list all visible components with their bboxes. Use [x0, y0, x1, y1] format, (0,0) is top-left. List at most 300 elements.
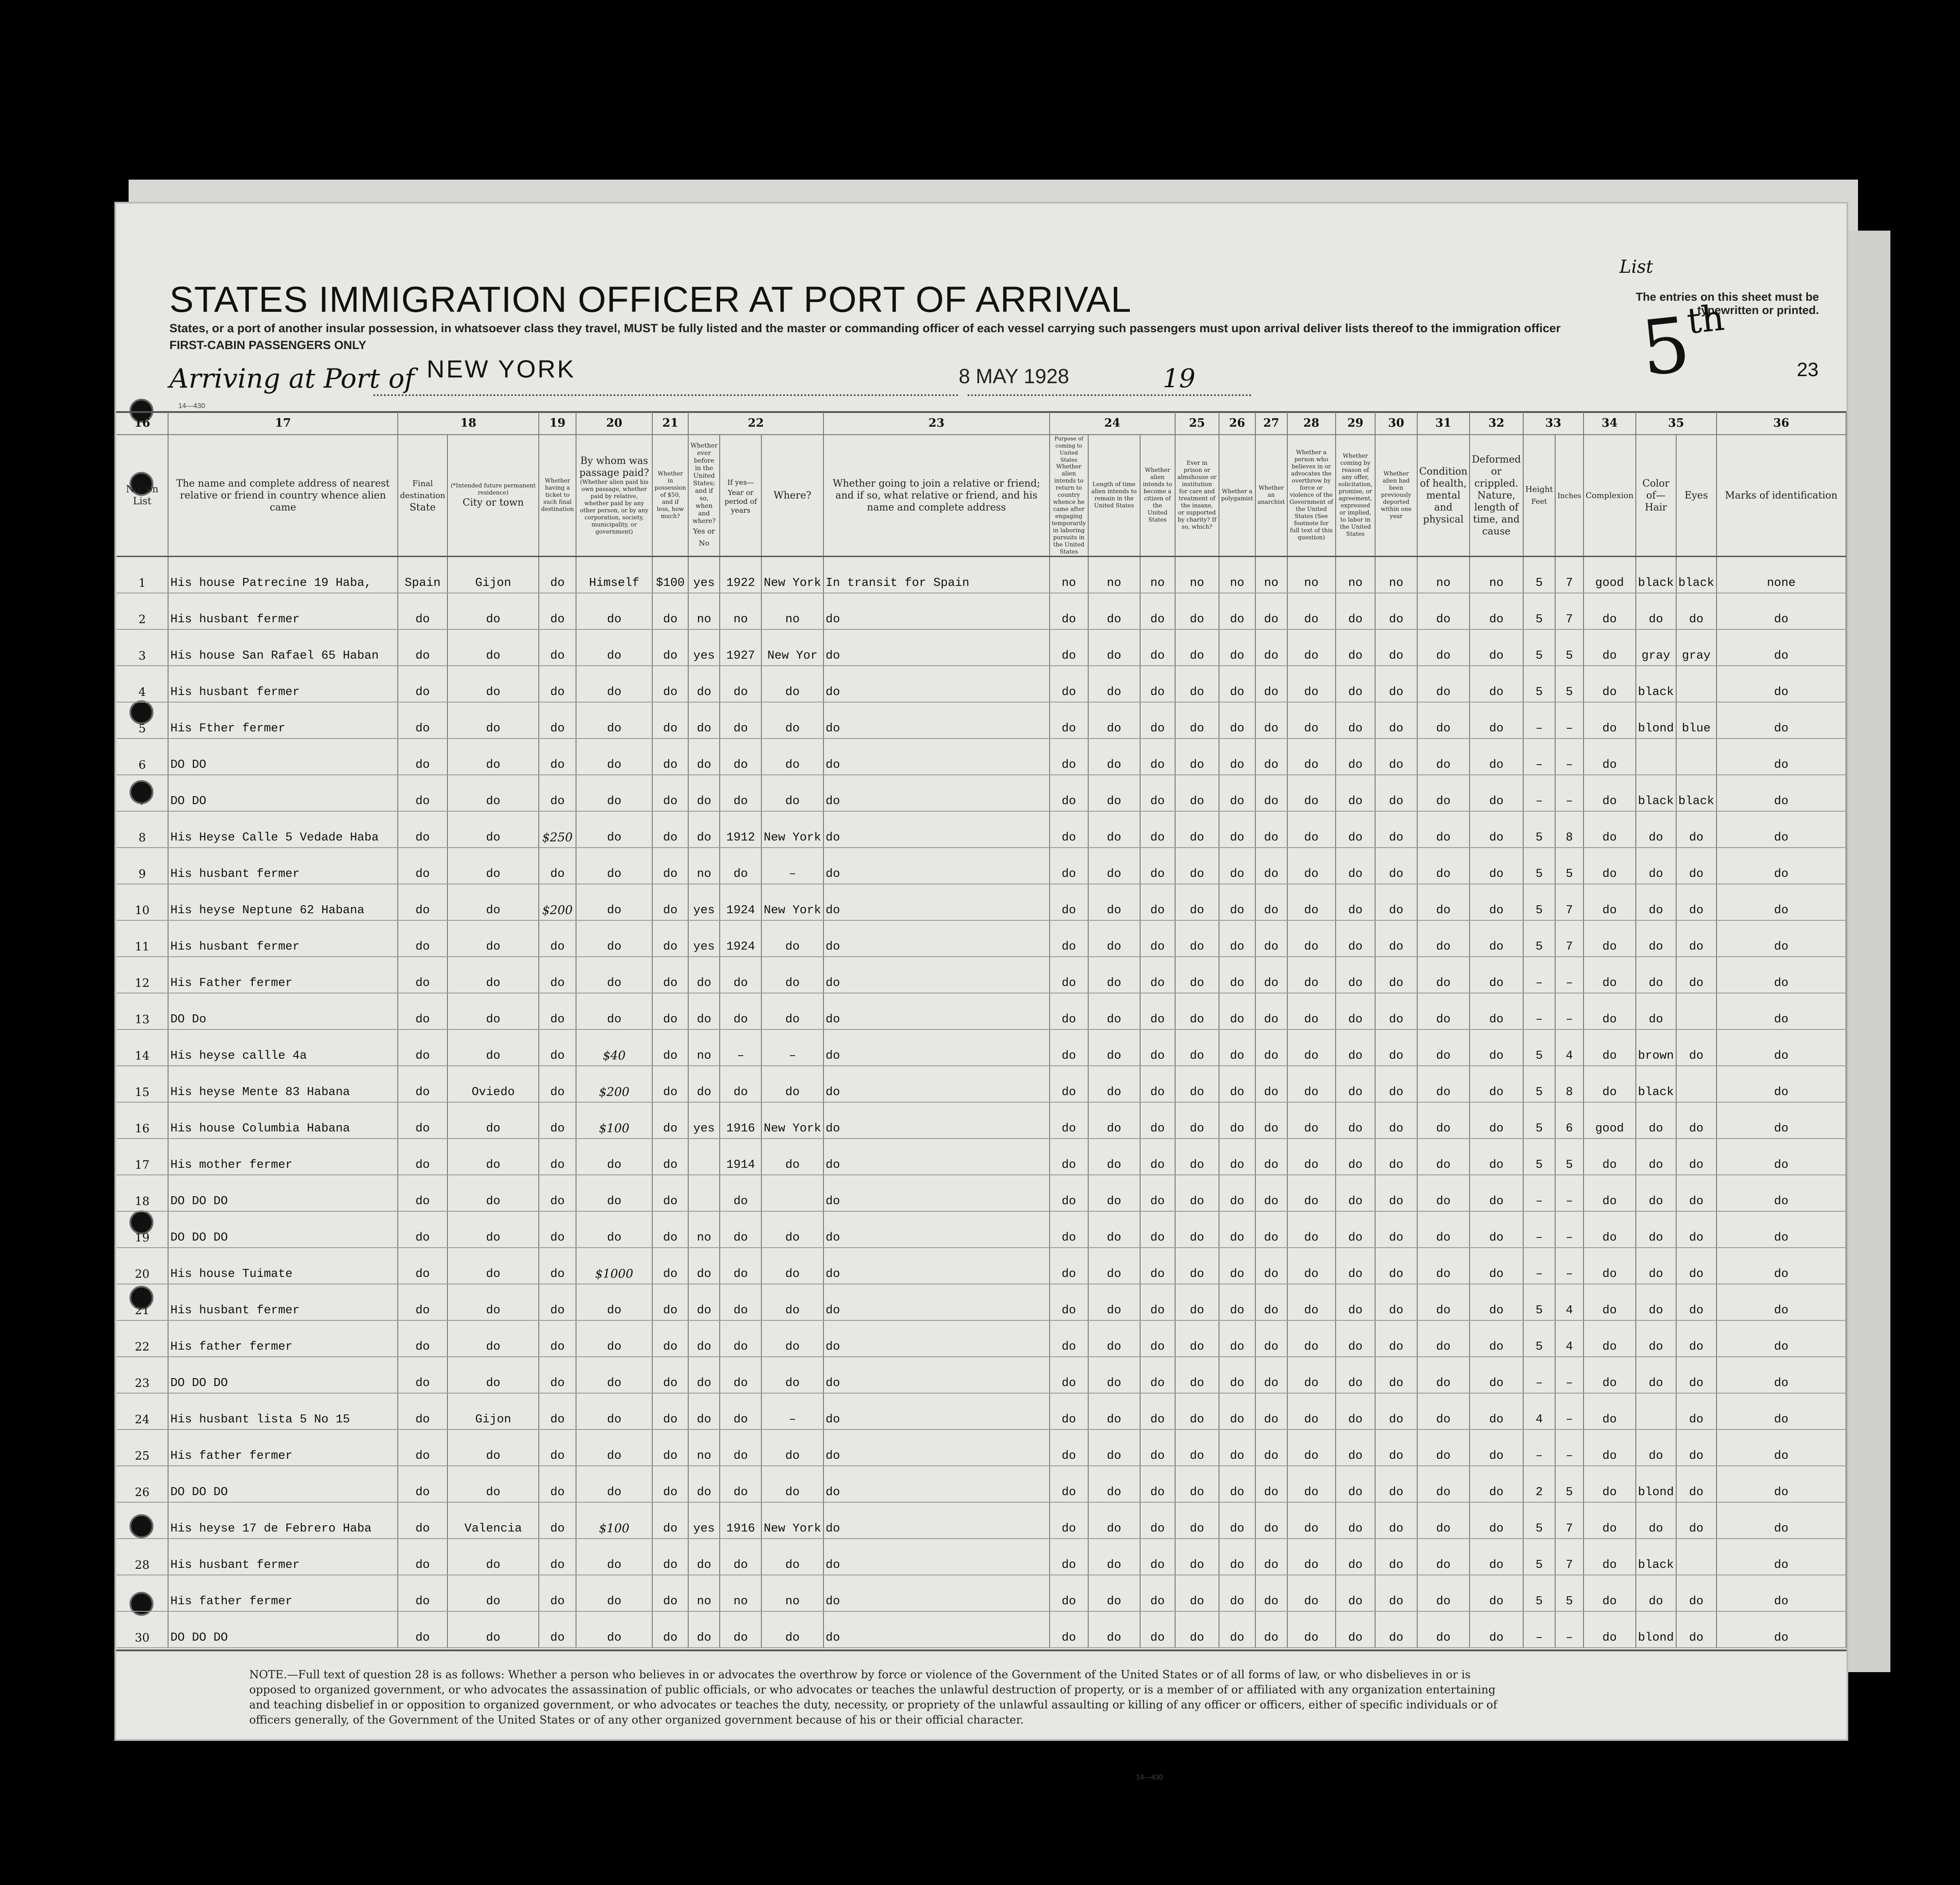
ever-before-where: do — [761, 1139, 823, 1175]
ever-before-where: do — [761, 957, 823, 993]
citizen-intent: do — [1140, 1248, 1175, 1284]
destination-city: do — [447, 1320, 539, 1357]
prison-cell: do — [1175, 1393, 1219, 1429]
table-row — [117, 1029, 1846, 1066]
eye-color: blue — [1676, 702, 1717, 738]
ticket-cell: do — [539, 1248, 576, 1284]
relative-address: His heyse 17 de Febrero Haba — [168, 1502, 398, 1539]
table-row — [117, 1211, 1846, 1248]
passage-paid-by: $200 — [576, 1066, 652, 1102]
anarchist-cell: do — [1255, 1393, 1287, 1429]
header-return-label: Whether alien intends to return to country whence he came after engaging temporarily in laboring pursuits in the United States — [1051, 463, 1086, 555]
header-money: Whether in possession of $50, and if less, how much? — [652, 435, 688, 557]
marks-cell: do — [1717, 920, 1846, 957]
hair-color: do — [1636, 1248, 1676, 1284]
health-cell: do — [1417, 666, 1470, 702]
header-city-label: City or town — [463, 497, 524, 508]
marks-cell: do — [1717, 957, 1846, 993]
row-number: 21 — [117, 1284, 168, 1320]
citizen-intent: do — [1140, 884, 1175, 920]
joining-relative: do — [823, 1139, 1050, 1175]
polygamist-cell: do — [1219, 920, 1255, 957]
marks-cell: do — [1717, 666, 1846, 702]
joining-relative: do — [823, 993, 1050, 1029]
anarchist-cell: do — [1255, 1429, 1287, 1466]
deformed-cell: no — [1470, 557, 1523, 593]
anarchist-cell: do — [1255, 1575, 1287, 1611]
marks-cell: do — [1717, 593, 1846, 629]
eye-color: do — [1676, 1611, 1717, 1648]
ever-before-year: do — [720, 1211, 761, 1248]
q29-cell: do — [1336, 1393, 1376, 1429]
ticket-cell: do — [539, 848, 576, 884]
height-inches: – — [1555, 1211, 1584, 1248]
ever-before-year: 1924 — [720, 884, 761, 920]
q28-cell: do — [1287, 1175, 1336, 1211]
destination-state: do — [398, 1211, 447, 1248]
height-inches: 7 — [1555, 884, 1584, 920]
polygamist-cell: do — [1219, 1029, 1255, 1066]
hair-color: brown — [1636, 1029, 1676, 1066]
header-citizen: Whether alien intends to become a citizen of the United States — [1140, 435, 1175, 557]
header-final-destination-note: (*Intended future permanent residence) — [451, 482, 536, 496]
health-cell: do — [1417, 1175, 1470, 1211]
q30-cell: do — [1375, 848, 1417, 884]
money-cell: do — [652, 1466, 688, 1502]
ever-before-year: 1916 — [720, 1102, 761, 1139]
eye-color: do — [1676, 1029, 1717, 1066]
ever-before-yes-no: do — [688, 811, 720, 848]
col-number: 21 — [652, 412, 688, 435]
health-cell: do — [1417, 593, 1470, 629]
col-number: 18 — [398, 412, 539, 435]
ever-before-year: do — [720, 1393, 761, 1429]
polygamist-cell: do — [1219, 884, 1255, 920]
money-cell: do — [652, 1575, 688, 1611]
footer-rule — [116, 1649, 1846, 1651]
height-feet: 5 — [1523, 1575, 1555, 1611]
height-feet: – — [1523, 775, 1555, 811]
relative-address: DO DO — [168, 775, 398, 811]
anarchist-cell: do — [1255, 1320, 1287, 1357]
header-passage-paid — [576, 435, 652, 557]
complexion-cell: do — [1584, 957, 1636, 993]
relative-address: His husbant fermer — [168, 666, 398, 702]
citizen-intent: do — [1140, 1575, 1175, 1611]
money-cell: do — [652, 920, 688, 957]
ever-before-yes-no: do — [688, 666, 720, 702]
citizen-intent: do — [1140, 702, 1175, 738]
row-number: 5 — [117, 702, 168, 738]
destination-city: do — [447, 1429, 539, 1466]
money-cell: do — [652, 775, 688, 811]
ever-before-where: do — [761, 1066, 823, 1102]
ever-before-year: 1914 — [720, 1139, 761, 1175]
anarchist-cell: do — [1255, 1284, 1287, 1320]
height-inches: – — [1555, 1357, 1584, 1393]
length-of-stay: do — [1088, 1611, 1140, 1648]
ticket-cell: do — [539, 1466, 576, 1502]
destination-state: do — [398, 1320, 447, 1357]
money-cell: do — [652, 666, 688, 702]
q28-cell: do — [1287, 1284, 1336, 1320]
height-inches: – — [1555, 1611, 1584, 1648]
hair-color: do — [1636, 1502, 1676, 1539]
length-of-stay: do — [1088, 1175, 1140, 1211]
money-cell: do — [652, 1357, 688, 1393]
polygamist-cell: do — [1219, 1211, 1255, 1248]
destination-state: Spain — [398, 557, 447, 593]
health-cell: do — [1417, 702, 1470, 738]
marks-cell: do — [1717, 1284, 1846, 1320]
q28-cell: do — [1287, 1139, 1336, 1175]
length-of-stay: do — [1088, 848, 1140, 884]
deformed-cell: do — [1470, 1611, 1523, 1648]
money-cell: do — [652, 1066, 688, 1102]
joining-relative: do — [823, 957, 1050, 993]
polygamist-cell: do — [1219, 993, 1255, 1029]
ever-before-year: 1927 — [720, 629, 761, 666]
col-number: 25 — [1175, 412, 1219, 435]
marks-cell: do — [1717, 1393, 1846, 1429]
q28-cell: do — [1287, 1102, 1336, 1139]
length-of-stay: do — [1088, 1211, 1140, 1248]
passage-paid-by: do — [576, 1211, 652, 1248]
header-q29: Whether coming by reason of any offer, solicitation, promise, or agreement, expressed or implied, to labor in the United States — [1336, 435, 1376, 557]
eye-color: do — [1676, 1502, 1717, 1539]
table-row — [117, 1320, 1846, 1357]
destination-state: do — [398, 1539, 447, 1575]
return-intent: do — [1050, 884, 1088, 920]
height-inches: – — [1555, 1248, 1584, 1284]
ever-before-yes-no: do — [688, 1539, 720, 1575]
ever-before-yes-no: yes — [688, 1502, 720, 1539]
hair-color: do — [1636, 1284, 1676, 1320]
hair-color: do — [1636, 848, 1676, 884]
ever-before-yes-no: do — [688, 775, 720, 811]
header-return — [1050, 435, 1088, 557]
eye-color — [1676, 1539, 1717, 1575]
ever-before-yes-no: no — [688, 848, 720, 884]
q28-cell: do — [1287, 666, 1336, 702]
row-number: 30 — [117, 1611, 168, 1648]
q28-cell: do — [1287, 993, 1336, 1029]
joining-relative: do — [823, 848, 1050, 884]
deformed-cell: do — [1470, 848, 1523, 884]
ever-before-year: do — [720, 1611, 761, 1648]
anarchist-cell: do — [1255, 1029, 1287, 1066]
ever-before-yes-no: do — [688, 1066, 720, 1102]
hair-color: do — [1636, 884, 1676, 920]
destination-state: do — [398, 811, 447, 848]
ever-before-yes-no: do — [688, 1357, 720, 1393]
ever-before-year: – — [720, 1029, 761, 1066]
ever-before-where: New York — [761, 1102, 823, 1139]
col-number: 24 — [1050, 412, 1175, 435]
passage-paid-by: do — [576, 593, 652, 629]
marks-cell: do — [1717, 1175, 1846, 1211]
q30-cell: do — [1375, 884, 1417, 920]
row-number: 17 — [117, 1139, 168, 1175]
q30-cell: no — [1375, 557, 1417, 593]
relative-address: His Fther fermer — [168, 702, 398, 738]
ever-before-where: – — [761, 1393, 823, 1429]
q29-cell: do — [1336, 848, 1376, 884]
citizen-intent: do — [1140, 1611, 1175, 1648]
eye-color: do — [1676, 1175, 1717, 1211]
complexion-cell: do — [1584, 848, 1636, 884]
height-inches: 7 — [1555, 1502, 1584, 1539]
anarchist-cell: do — [1255, 1102, 1287, 1139]
length-of-stay: do — [1088, 629, 1140, 666]
passage-paid-by: do — [576, 1320, 652, 1357]
height-inches: 8 — [1555, 811, 1584, 848]
destination-state: do — [398, 957, 447, 993]
height-feet: – — [1523, 1357, 1555, 1393]
ticket-cell: do — [539, 1175, 576, 1211]
prison-cell: no — [1175, 557, 1219, 593]
header-ticket: Whether having a ticket to such final destination — [539, 435, 576, 557]
q30-cell: do — [1375, 593, 1417, 629]
money-cell: do — [652, 702, 688, 738]
complexion-cell: do — [1584, 1429, 1636, 1466]
polygamist-cell: do — [1219, 666, 1255, 702]
ever-before-yes-no: yes — [688, 629, 720, 666]
ever-before-year: 1916 — [720, 1502, 761, 1539]
row-number: 3 — [117, 629, 168, 666]
row-number: 15 — [117, 1066, 168, 1102]
money-cell: do — [652, 811, 688, 848]
polygamist-cell: do — [1219, 1357, 1255, 1393]
date-dotted-line — [968, 394, 1251, 396]
citizen-intent: do — [1140, 957, 1175, 993]
prison-cell: do — [1175, 884, 1219, 920]
polygamist-cell: do — [1219, 1066, 1255, 1102]
header-passage-paid-note: (Whether alien paid his own passage, whether paid by relative, whether paid by any other person, or by any corporation, society, municipality, or government) — [580, 479, 649, 535]
ever-before-year: do — [720, 1175, 761, 1211]
row-number: 26 — [117, 1466, 168, 1502]
header-year — [720, 435, 761, 557]
q28-cell: do — [1287, 1357, 1336, 1393]
health-cell: do — [1417, 1284, 1470, 1320]
header-if-yes: If yes— — [727, 478, 754, 487]
ever-before-where: do — [761, 738, 823, 775]
joining-relative: do — [823, 1539, 1050, 1575]
q28-cell: do — [1287, 1029, 1336, 1066]
marks-cell: do — [1717, 1539, 1846, 1575]
row-number: 28 — [117, 1539, 168, 1575]
ticket-cell: do — [539, 1357, 576, 1393]
anarchist-cell: do — [1255, 1466, 1287, 1502]
ticket-cell: do — [539, 1102, 576, 1139]
hair-color: do — [1636, 993, 1676, 1029]
destination-state: do — [398, 593, 447, 629]
return-intent: do — [1050, 1284, 1088, 1320]
passage-paid-by: do — [576, 884, 652, 920]
return-intent: do — [1050, 1139, 1088, 1175]
q28-cell: do — [1287, 957, 1336, 993]
joining-relative: do — [823, 1357, 1050, 1393]
destination-city: do — [447, 957, 539, 993]
header-passage-paid-label: By whom was passage paid? — [579, 456, 649, 479]
q28-cell: do — [1287, 811, 1336, 848]
ever-before-where: New York — [761, 1502, 823, 1539]
q28-cell: do — [1287, 775, 1336, 811]
length-of-stay: do — [1088, 1539, 1140, 1575]
q30-cell: do — [1375, 1175, 1417, 1211]
passage-paid-by: $1000 — [576, 1248, 652, 1284]
citizen-intent: do — [1140, 1175, 1175, 1211]
ticket-cell: do — [539, 993, 576, 1029]
return-intent: do — [1050, 1102, 1088, 1139]
header-year-label: Year or period of years — [724, 488, 757, 514]
relative-address: DO DO DO — [168, 1175, 398, 1211]
relative-address: His husbant fermer — [168, 1284, 398, 1320]
q28-cell: do — [1287, 1502, 1336, 1539]
marks-cell: do — [1717, 702, 1846, 738]
return-intent: do — [1050, 1393, 1088, 1429]
prison-cell: do — [1175, 775, 1219, 811]
complexion-cell: do — [1584, 884, 1636, 920]
complexion-cell: do — [1584, 1248, 1636, 1284]
col-number: 32 — [1470, 412, 1523, 435]
anarchist-cell: do — [1255, 957, 1287, 993]
polygamist-cell: do — [1219, 1466, 1255, 1502]
destination-state: do — [398, 1357, 447, 1393]
header-hair — [1636, 435, 1676, 557]
ticket-cell: do — [539, 557, 576, 593]
polygamist-cell: do — [1219, 957, 1255, 993]
table-row — [117, 1066, 1846, 1102]
length-of-stay: do — [1088, 1393, 1140, 1429]
polygamist-cell: do — [1219, 1102, 1255, 1139]
anarchist-cell: do — [1255, 775, 1287, 811]
prison-cell: do — [1175, 702, 1219, 738]
height-inches: – — [1555, 775, 1584, 811]
citizen-intent: do — [1140, 1211, 1175, 1248]
deformed-cell: do — [1470, 738, 1523, 775]
page-number: 23 — [1797, 359, 1819, 381]
ever-before-year: do — [720, 1429, 761, 1466]
relative-address: DO DO DO — [168, 1357, 398, 1393]
return-intent: do — [1050, 1611, 1088, 1648]
eye-color: do — [1676, 848, 1717, 884]
citizen-intent: do — [1140, 1539, 1175, 1575]
ticket-cell: do — [539, 1429, 576, 1466]
q29-cell: do — [1336, 1429, 1376, 1466]
header-no-on-list: No. on List — [117, 435, 168, 557]
hair-color — [1636, 738, 1676, 775]
length-of-stay: do — [1088, 1320, 1140, 1357]
ticket-cell: do — [539, 1502, 576, 1539]
citizen-intent: do — [1140, 811, 1175, 848]
col-number: 33 — [1523, 412, 1584, 435]
joining-relative: do — [823, 775, 1050, 811]
row-number: 20 — [117, 1248, 168, 1284]
eye-color: do — [1676, 593, 1717, 629]
joining-relative: do — [823, 629, 1050, 666]
destination-city: do — [447, 920, 539, 957]
destination-city: do — [447, 1575, 539, 1611]
ever-before-where: do — [761, 1611, 823, 1648]
q29-cell: do — [1336, 1611, 1376, 1648]
length-of-stay: do — [1088, 775, 1140, 811]
relative-address: His heyse Mente 83 Habana — [168, 1066, 398, 1102]
ever-before-year: do — [720, 738, 761, 775]
relative-address: His house Tuimate — [168, 1248, 398, 1284]
return-intent: do — [1050, 1429, 1088, 1466]
health-cell: do — [1417, 993, 1470, 1029]
hair-color: do — [1636, 1429, 1676, 1466]
length-of-stay: do — [1088, 666, 1140, 702]
hair-color: black — [1636, 1066, 1676, 1102]
joining-relative: do — [823, 1429, 1050, 1466]
q29-cell: do — [1336, 1066, 1376, 1102]
height-inches: 4 — [1555, 1284, 1584, 1320]
table-row — [117, 1139, 1846, 1175]
passage-paid-by: do — [576, 702, 652, 738]
passage-paid-by: do — [576, 811, 652, 848]
q29-cell: do — [1336, 884, 1376, 920]
ever-before-where — [761, 1175, 823, 1211]
hair-color: do — [1636, 1139, 1676, 1175]
row-number: 22 — [117, 1320, 168, 1357]
relative-address: His husbant lista 5 No 15 — [168, 1393, 398, 1429]
eye-color: do — [1676, 1320, 1717, 1357]
header-marks: Marks of identification — [1717, 435, 1846, 557]
polygamist-cell: do — [1219, 1502, 1255, 1539]
passage-paid-by: do — [576, 1611, 652, 1648]
citizen-intent: do — [1140, 593, 1175, 629]
table-row — [117, 1611, 1846, 1648]
header-hair-label: Hair — [1645, 502, 1667, 513]
citizen-intent: do — [1140, 775, 1175, 811]
return-intent: do — [1050, 993, 1088, 1029]
port-dotted-line — [373, 394, 959, 396]
complexion-cell: do — [1584, 1502, 1636, 1539]
height-inches: 5 — [1555, 1466, 1584, 1502]
header-prison: Ever in prison or almshouse or institution for care and treatment of the insane, or supported by charity? If so, which? — [1175, 435, 1219, 557]
complexion-cell: do — [1584, 1139, 1636, 1175]
destination-state: do — [398, 1248, 447, 1284]
destination-city: do — [447, 848, 539, 884]
complexion-cell: do — [1584, 738, 1636, 775]
passage-paid-by: $100 — [576, 1502, 652, 1539]
relative-address: His husbant fermer — [168, 593, 398, 629]
height-inches: – — [1555, 1175, 1584, 1211]
complexion-cell: do — [1584, 593, 1636, 629]
height-feet: 5 — [1523, 666, 1555, 702]
header-final-destination: Final destination — [400, 479, 446, 500]
footnote: NOTE.—Full text of question 28 is as follows: Whether a person who believes in or advocates the overthrow by force or violence of the Government of the United States or of all forms of law, or who disbelieves in or is opposed to organized government, or who advocates the assassination of public officials, or who advocates or teaches the unlawful destruction of property, or is a member of or affiliated with any organization entertaining and teaching disbelief in or opposition to organized government, or who advocates or teaches the duty, necessity, or propriety of the unlawful assaulting or killing of any officer or officers, either of specific individuals or of officers generally, of the Government of the United States or of any other organized government because of his or their official character. — [249, 1668, 1497, 1726]
height-inches: 5 — [1555, 629, 1584, 666]
prison-cell: do — [1175, 738, 1219, 775]
q28-cell: do — [1287, 884, 1336, 920]
ever-before-year: 1922 — [720, 557, 761, 593]
citizen-intent: do — [1140, 1029, 1175, 1066]
q30-cell: do — [1375, 811, 1417, 848]
health-cell: do — [1417, 1429, 1470, 1466]
return-intent: do — [1050, 593, 1088, 629]
destination-city: do — [447, 1211, 539, 1248]
ever-before-where: do — [761, 702, 823, 738]
ever-before-yes-no: do — [688, 1611, 720, 1648]
deformed-cell: do — [1470, 1575, 1523, 1611]
height-inches: 4 — [1555, 1029, 1584, 1066]
polygamist-cell: do — [1219, 775, 1255, 811]
header-inches: Inches — [1555, 435, 1584, 557]
header-yes-no-label: Yes or No — [693, 526, 715, 547]
